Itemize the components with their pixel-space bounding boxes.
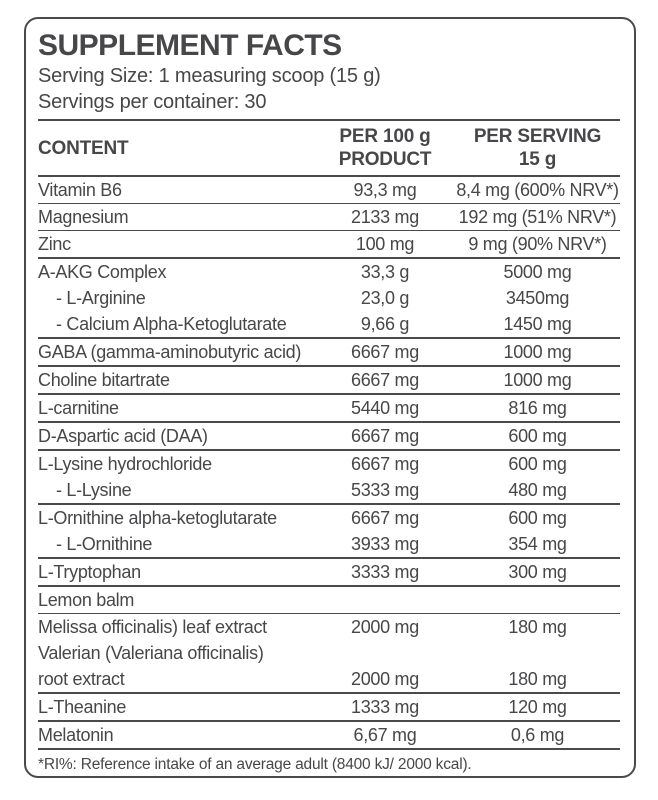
ingredient-name: L-Theanine bbox=[38, 696, 127, 717]
ingredient-name: GABA (gamma-aminobutyric acid) bbox=[38, 341, 302, 362]
ingredient-name: L-Lysine hydrochloride bbox=[38, 453, 212, 474]
table-row bbox=[38, 423, 620, 451]
footnote: *RI%: Reference intake of an average adult (8400 kJ/ 2000 kcal). bbox=[38, 756, 472, 773]
table-row bbox=[38, 477, 620, 505]
per-100g-value: 5440 mg bbox=[351, 397, 419, 418]
per-serving-value: 1000 mg bbox=[503, 341, 572, 362]
ingredient-name: L-Ornithine alpha-ketoglutarate bbox=[38, 507, 277, 528]
table-header bbox=[38, 119, 620, 177]
ingredient-name: Lemon balm bbox=[38, 589, 135, 610]
per-serving-value: 180 mg bbox=[508, 668, 567, 689]
col-header-per-100g-line2: PRODUCT bbox=[338, 149, 432, 170]
ingredient-name: - L-Lysine bbox=[56, 479, 132, 500]
label-title: SUPPLEMENT FACTS bbox=[38, 29, 342, 62]
table-row bbox=[38, 311, 620, 339]
per-serving-value: 354 mg bbox=[508, 533, 567, 554]
per-serving-value: 3450mg bbox=[505, 287, 570, 308]
table-row bbox=[38, 640, 620, 666]
per-serving-value: 192 mg (51% NRV*) bbox=[458, 206, 617, 227]
ingredient-name: D-Aspartic acid (DAA) bbox=[38, 425, 208, 446]
ingredient-name: A-AKG Complex bbox=[38, 261, 167, 282]
per-100g-value: 93,3 mg bbox=[353, 179, 417, 200]
col-header-per-serving-line2: 15 g bbox=[518, 149, 557, 170]
ingredient-name: Choline bitartrate bbox=[38, 369, 170, 390]
table-row bbox=[38, 339, 620, 367]
servings-per-container-text: Servings per container: 30 bbox=[38, 91, 267, 113]
ingredient-name: L-Tryptophan bbox=[38, 561, 141, 582]
per-serving-value: 5000 mg bbox=[503, 261, 572, 282]
per-100g-value: 6,67 mg bbox=[353, 724, 417, 745]
table-row bbox=[38, 395, 620, 423]
per-serving-value: 300 mg bbox=[508, 561, 567, 582]
ingredient-name: Zinc bbox=[38, 233, 71, 254]
serving-size-text: Serving Size: 1 measuring scoop (15 g) bbox=[38, 65, 381, 87]
per-serving-value: 600 mg bbox=[508, 507, 567, 528]
per-100g-value: 5333 mg bbox=[351, 479, 419, 500]
per-100g-value: 2000 mg bbox=[351, 668, 419, 689]
ingredient-name: Melissa officinalis) leaf extract bbox=[38, 616, 267, 637]
table-row bbox=[38, 587, 620, 614]
per-100g-value: 6667 mg bbox=[351, 453, 419, 474]
per-serving-value: 816 mg bbox=[508, 397, 567, 418]
ingredient-name: Melatonin bbox=[38, 724, 114, 745]
per-100g-value: 6667 mg bbox=[351, 369, 419, 390]
per-100g-value: 23,0 g bbox=[360, 287, 410, 308]
per-100g-value: 1333 mg bbox=[351, 696, 419, 717]
table-row bbox=[38, 531, 620, 559]
col-header-per-serving bbox=[455, 125, 620, 171]
table-row bbox=[38, 559, 620, 587]
table-row bbox=[38, 177, 620, 204]
ingredient-name: Magnesium bbox=[38, 206, 129, 227]
ingredient-name: - L-Ornithine bbox=[56, 533, 153, 554]
per-100g-value: 6667 mg bbox=[351, 425, 419, 446]
per-100g-value: 9,66 g bbox=[360, 313, 410, 334]
table-row bbox=[38, 614, 620, 640]
ingredient-name: root extract bbox=[38, 668, 125, 689]
col-header-per-serving-line1: PER SERVING bbox=[473, 126, 602, 147]
ingredient-name: Valerian (Valeriana officinalis) bbox=[38, 642, 264, 663]
table-row bbox=[38, 285, 620, 311]
table-row bbox=[38, 451, 620, 477]
per-serving-value: 120 mg bbox=[508, 696, 567, 717]
per-serving-value: 9 mg (90% NRV*) bbox=[468, 233, 607, 254]
ingredient-name: L-carnitine bbox=[38, 397, 119, 418]
ingredient-name: Vitamin B6 bbox=[38, 179, 122, 200]
per-serving-value: 480 mg bbox=[508, 479, 567, 500]
table-row bbox=[38, 204, 620, 231]
per-serving-value: 600 mg bbox=[508, 453, 567, 474]
per-100g-value: 3333 mg bbox=[351, 561, 419, 582]
per-serving-value: 1450 mg bbox=[503, 313, 572, 334]
col-header-content: CONTENT bbox=[38, 137, 129, 159]
per-100g-value: 6667 mg bbox=[351, 507, 419, 528]
table-row bbox=[38, 259, 620, 285]
per-serving-value: 8,4 mg (600% NRV*) bbox=[456, 179, 619, 200]
table-row bbox=[38, 505, 620, 531]
per-100g-value: 100 mg bbox=[355, 233, 415, 254]
supplement-facts-label bbox=[24, 17, 636, 778]
per-100g-value: 2000 mg bbox=[351, 616, 419, 637]
table-row bbox=[38, 367, 620, 395]
table-row bbox=[38, 231, 620, 259]
per-serving-value: 600 mg bbox=[508, 425, 567, 446]
table-row bbox=[38, 722, 620, 750]
table-row bbox=[38, 666, 620, 694]
per-100g-value: 3933 mg bbox=[351, 533, 419, 554]
ingredient-name: - L-Arginine bbox=[56, 287, 146, 308]
per-100g-value: 2133 mg bbox=[351, 206, 419, 227]
table-row bbox=[38, 694, 620, 722]
per-100g-value: 6667 mg bbox=[351, 341, 419, 362]
col-header-per-100g bbox=[315, 125, 455, 171]
ingredient-rows bbox=[38, 177, 620, 750]
col-header-per-100g-line1: PER 100 g bbox=[339, 126, 431, 147]
per-serving-value: 0,6 mg bbox=[510, 724, 565, 745]
per-serving-value: 180 mg bbox=[508, 616, 567, 637]
per-100g-value: 33,3 g bbox=[360, 261, 410, 282]
per-serving-value: 1000 mg bbox=[503, 369, 572, 390]
ingredient-name: - Calcium Alpha-Ketoglutarate bbox=[56, 313, 287, 334]
